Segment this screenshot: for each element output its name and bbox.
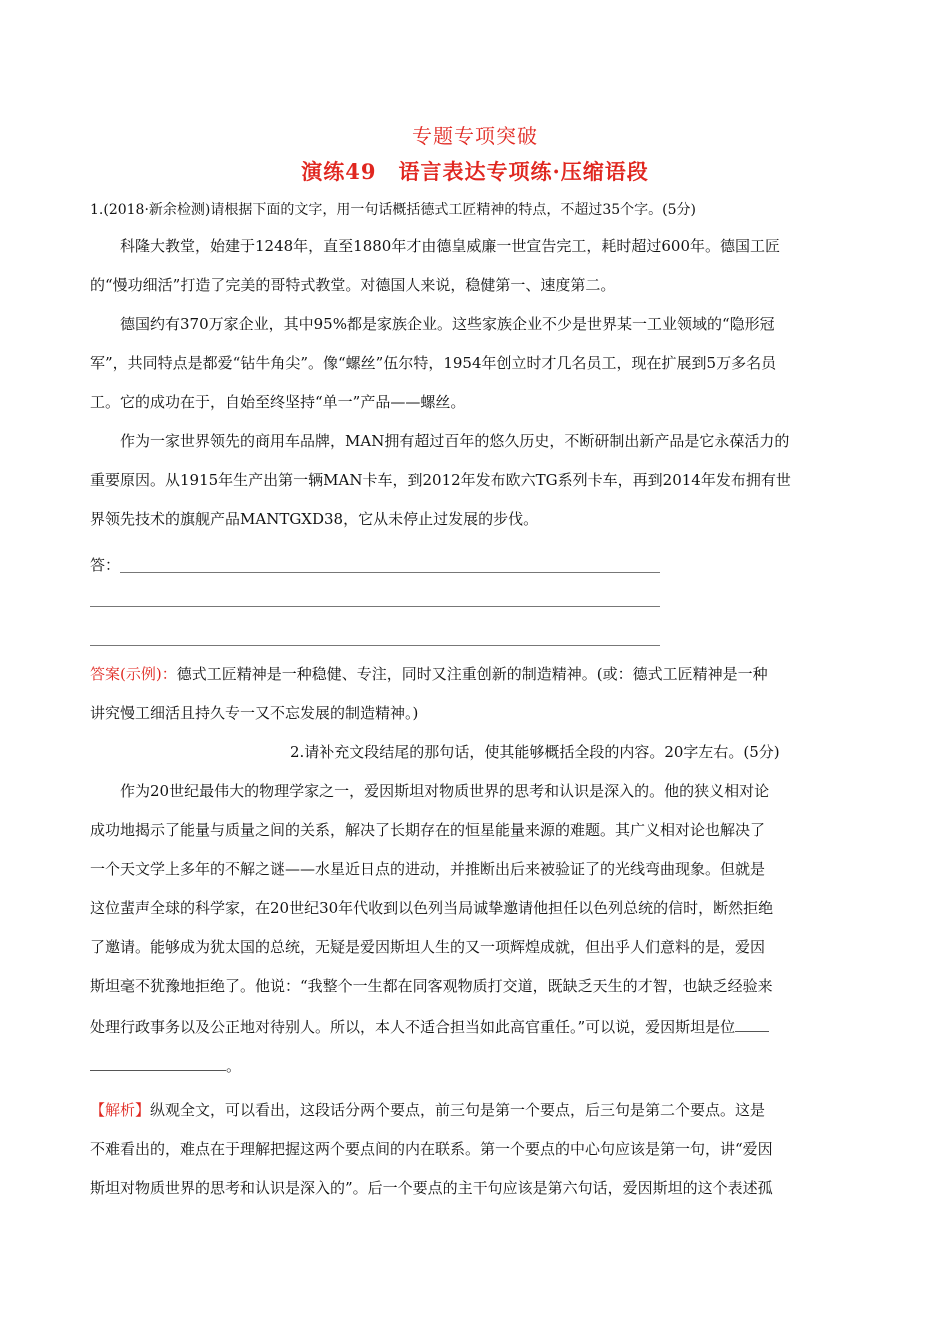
q2-passage-line: 了邀请。能够成为犹太国的总统，无疑是爱因斯坦人生的又一项辉煌成就，但出乎人们意料的是，爱因 <box>90 938 766 956</box>
question-1-prompt: 1.(2018·新余检测)请根据下面的文字，用一句话概括德式工匠精神的特点，不超过35个字。(5分) <box>90 202 697 218</box>
q1-passage-line: 科隆大教堂，始建于1248年，直至1880年才由德皇威廉一世宣告完工，耗时超过600年。德国工匠 <box>120 237 780 255</box>
answer-blank-line <box>90 645 660 646</box>
q1-passage-line: 界领先技术的旗舰产品MANTGXD38，它从未停止过发展的步伐。 <box>90 510 539 528</box>
fill-blank <box>90 1054 226 1071</box>
q1-passage-line: 作为一家世界领先的商用车品牌，MAN拥有超过百年的悠久历史，不断研制出新产品是它永葆活力的 <box>120 432 790 450</box>
q2-passage-line: 一个天文学上多年的不解之谜——水星近日点的进动，并推断出后来被验证了的光线弯曲现象。但就是 <box>90 860 766 878</box>
fill-blank-line <box>90 1054 860 1076</box>
fill-blank <box>735 1015 769 1032</box>
q1-passage-line: 德国约有370万家企业，其中95%都是家族企业。这些家族企业不少是世界某一工业领域的“隐形冠 <box>120 315 775 333</box>
answer-blank-line <box>120 572 660 573</box>
q1-passage-line: 的“慢功细活”打造了完美的哥特式教堂。对德国人来说，稳健第一、速度第二。 <box>90 276 616 294</box>
analysis-label: 【解析】 <box>90 1101 151 1119</box>
answer-line: 讲究慢工细活且持久专一又不忘发展的制造精神。) <box>90 704 419 722</box>
q2-passage-line: 成功地揭示了能量与质量之间的关系，解决了长期存在的恒星能量来源的难题。其广义相对论也解决了 <box>90 821 766 839</box>
q1-passage-line: 重要原因。从1915年生产出第一辆MAN卡车，到2012年发布欧六TG系列卡车，再到2014年发布拥有世 <box>90 471 791 489</box>
q1-passage-line: 工。它的成功在于，自始至终坚持“单一”产品——螺丝。 <box>90 393 466 411</box>
q2-passage-line: 这位蜚声全球的科学家，在20世纪30年代收到以色列当局诚挚邀请他担任以色列总统的信时，断然拒绝 <box>90 899 774 917</box>
analysis-line: 斯坦对物质世界的思考和认识是深入的”。后一个要点的主干句应该是第六句话，爱因斯坦的这个表述孤 <box>90 1179 773 1197</box>
q2-passage-text: 处理行政事务以及公正地对待别人。所以，本人不适合担当如此高官重任。”可以说，爱因斯坦是位 <box>90 1018 736 1036</box>
section-title: 专题专项突破 <box>412 124 538 148</box>
analysis-line <box>90 1100 860 1120</box>
end-mark: 。 <box>226 1057 242 1075</box>
q2-passage-line: 斯坦毫不犹豫地拒绝了。他说：“我整个一生都在同客观物质打交道，既缺乏天生的才智，也缺乏经验来 <box>90 977 773 995</box>
analysis-text: 纵观全文，可以看出，这段话分两个要点，前三句是第一个要点，后三句是第二个要点。这是 <box>150 1101 766 1119</box>
answer-label: 答案(示例)： <box>90 665 177 683</box>
answer-text: 德式工匠精神是一种稳健、专注，同时又注重创新的制造精神。(或：德式工匠精神是一种 <box>176 665 768 683</box>
q2-passage-line <box>90 1015 860 1037</box>
q2-passage-line: 作为20世纪最伟大的物理学家之一，爱因斯坦对物质世界的思考和认识是深入的。他的狭义相对论 <box>120 782 770 800</box>
q1-passage-line: 军”，共同特点是都爱“钻牛角尖”。像“螺丝”伍尔特，1954年创立时才几名员工，现在扩展到5万多名员 <box>90 354 777 372</box>
answer-line <box>90 664 860 684</box>
question-2-prompt: 2.请补充文段结尾的那句话，使其能够概括全段的内容。20字左右。(5分) <box>290 743 780 761</box>
answer-prefix: 答： <box>90 556 121 574</box>
analysis-line: 不难看出的，难点在于理解把握这两个要点间的内在联系。第一个要点的中心句应该是第一句，讲“爱因 <box>90 1140 773 1158</box>
exercise-title: 演练49 语言表达专项练·压缩语段 <box>301 159 649 184</box>
answer-blank-line <box>90 606 660 607</box>
